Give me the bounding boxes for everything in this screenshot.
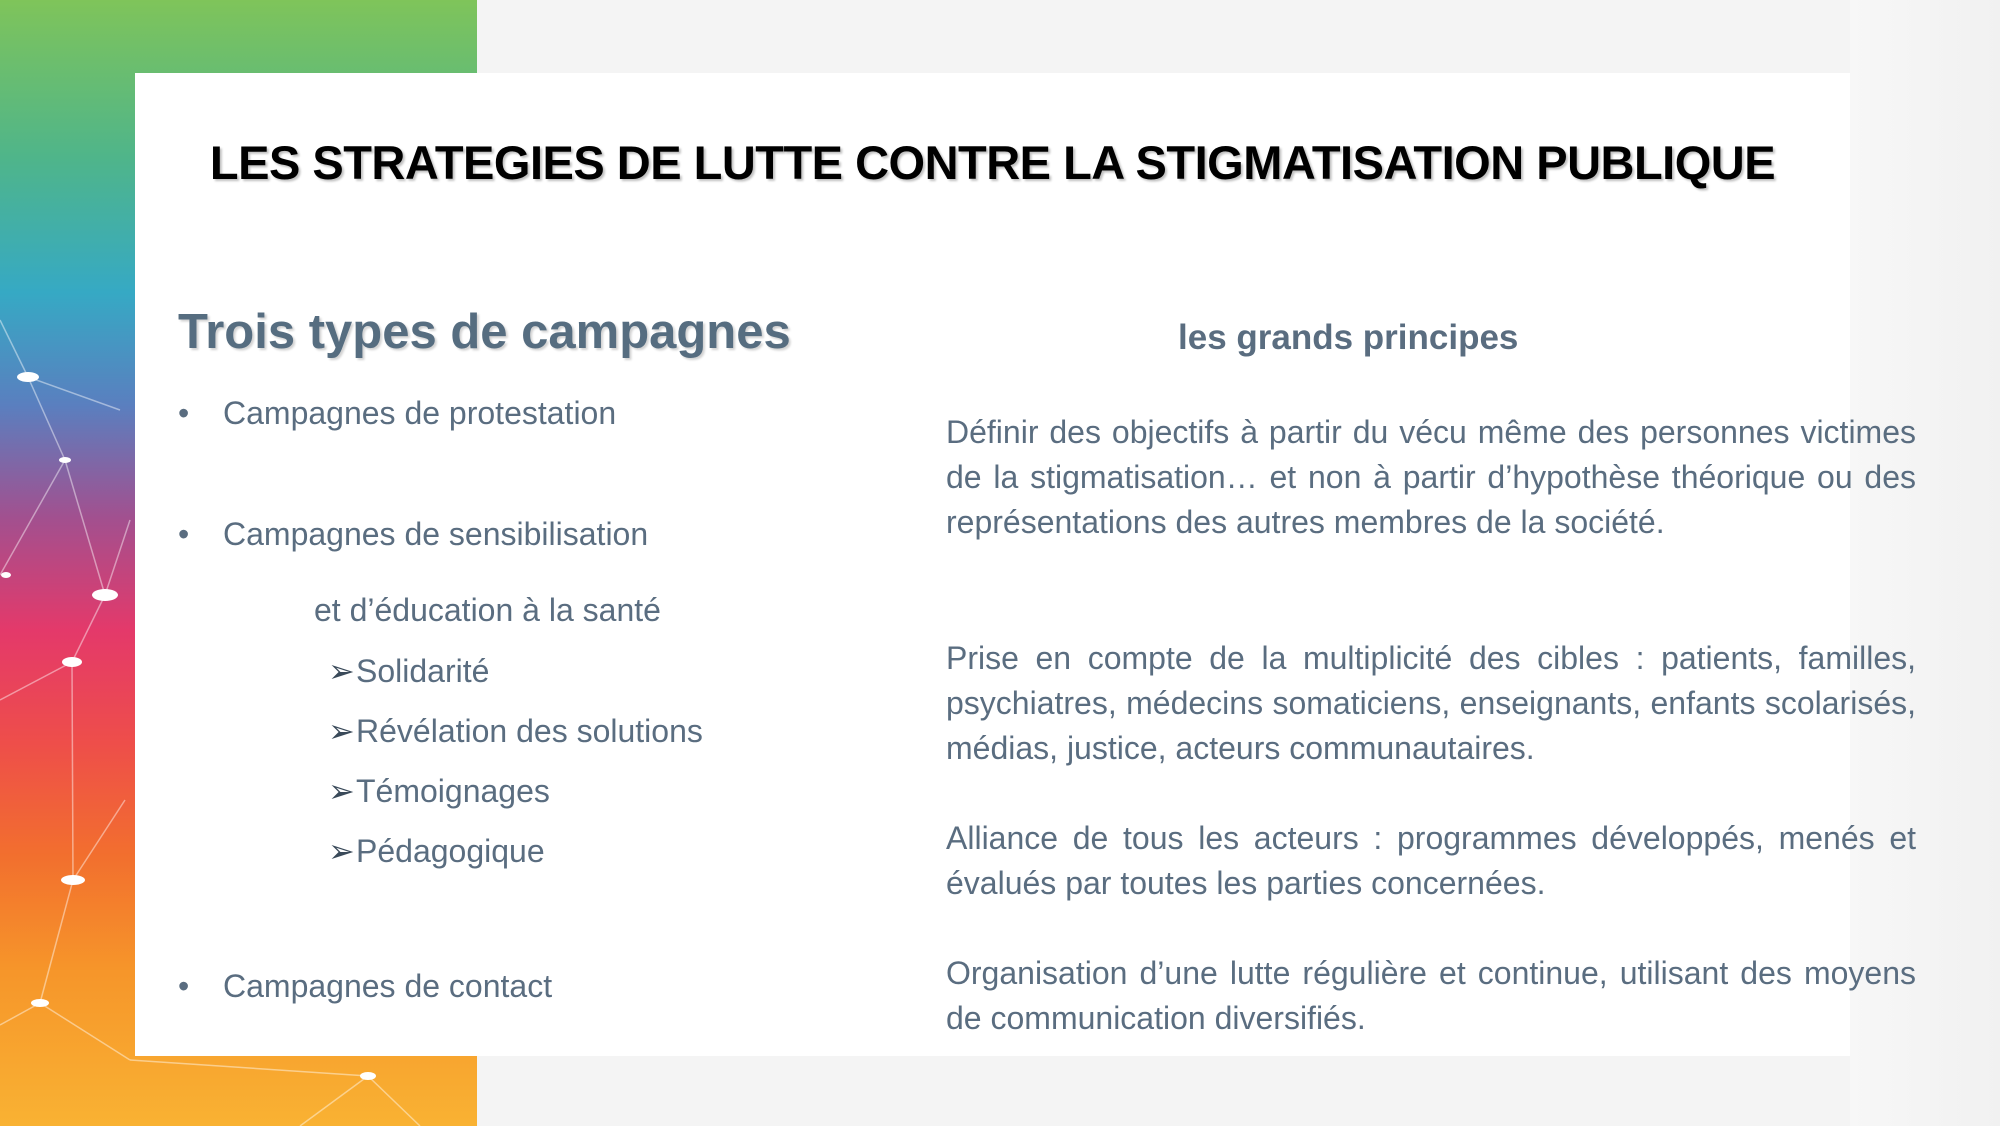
left-heading: Trois types de campagnes (178, 305, 791, 359)
right-heading: les grands principes (1178, 318, 1519, 357)
principle-paragraph: Organisation d’une lutte régulière et continue, utilisant des moyens de communication diversifiés. (946, 955, 1916, 1036)
sub-list-item (328, 712, 703, 750)
sub-line: et d’éducation à la santé (314, 592, 661, 628)
list-item (178, 968, 552, 1005)
arrow-bullet-icon: ➢ (328, 773, 355, 809)
principle-paragraph: Prise en compte de la multiplicité des cibles : patients, familles, psychiatres, médecins somaticiens, enseignants, enfants scolarisés, médias, justice, acteurs communautaires. (946, 640, 1916, 766)
arrow-bullet-icon: ➢ (328, 833, 355, 869)
sub-item-text: Révélation des solutions (356, 713, 703, 749)
bullet-dot-icon: • (178, 968, 190, 1004)
sub-item-text: Solidarité (356, 653, 490, 689)
bullet-text: Campagnes de protestation (223, 395, 617, 431)
bullet-dot-icon: • (178, 395, 190, 431)
list-item (178, 395, 616, 432)
slide-title: LES STRATEGIES DE LUTTE CONTRE LA STIGMATISATION PUBLIQUE (209, 136, 1776, 189)
sub-item-text: Témoignages (356, 773, 550, 809)
content-card (135, 73, 1850, 1056)
principle-paragraph: Alliance de tous les acteurs : programmes développés, menés et évalués par toutes les parties concernées. (946, 820, 1916, 901)
bullet-dot-icon: • (178, 516, 190, 552)
principle-paragraph: Définir des objectifs à partir du vécu même des personnes victimes de la stigmatisation… et non à partir d’hypothèse théorique ou des représentations des autres membres de la société. (946, 414, 1916, 540)
arrow-bullet-icon: ➢ (328, 713, 355, 749)
bullet-text: Campagnes de contact (223, 968, 553, 1004)
list-item (178, 516, 648, 553)
sub-list-item (328, 772, 550, 810)
bullet-text: Campagnes de sensibilisation (223, 516, 649, 552)
arrow-bullet-icon: ➢ (328, 653, 355, 689)
sub-list-item (328, 652, 489, 690)
sub-item-text: Pédagogique (356, 833, 545, 869)
sub-list-item (328, 832, 545, 870)
